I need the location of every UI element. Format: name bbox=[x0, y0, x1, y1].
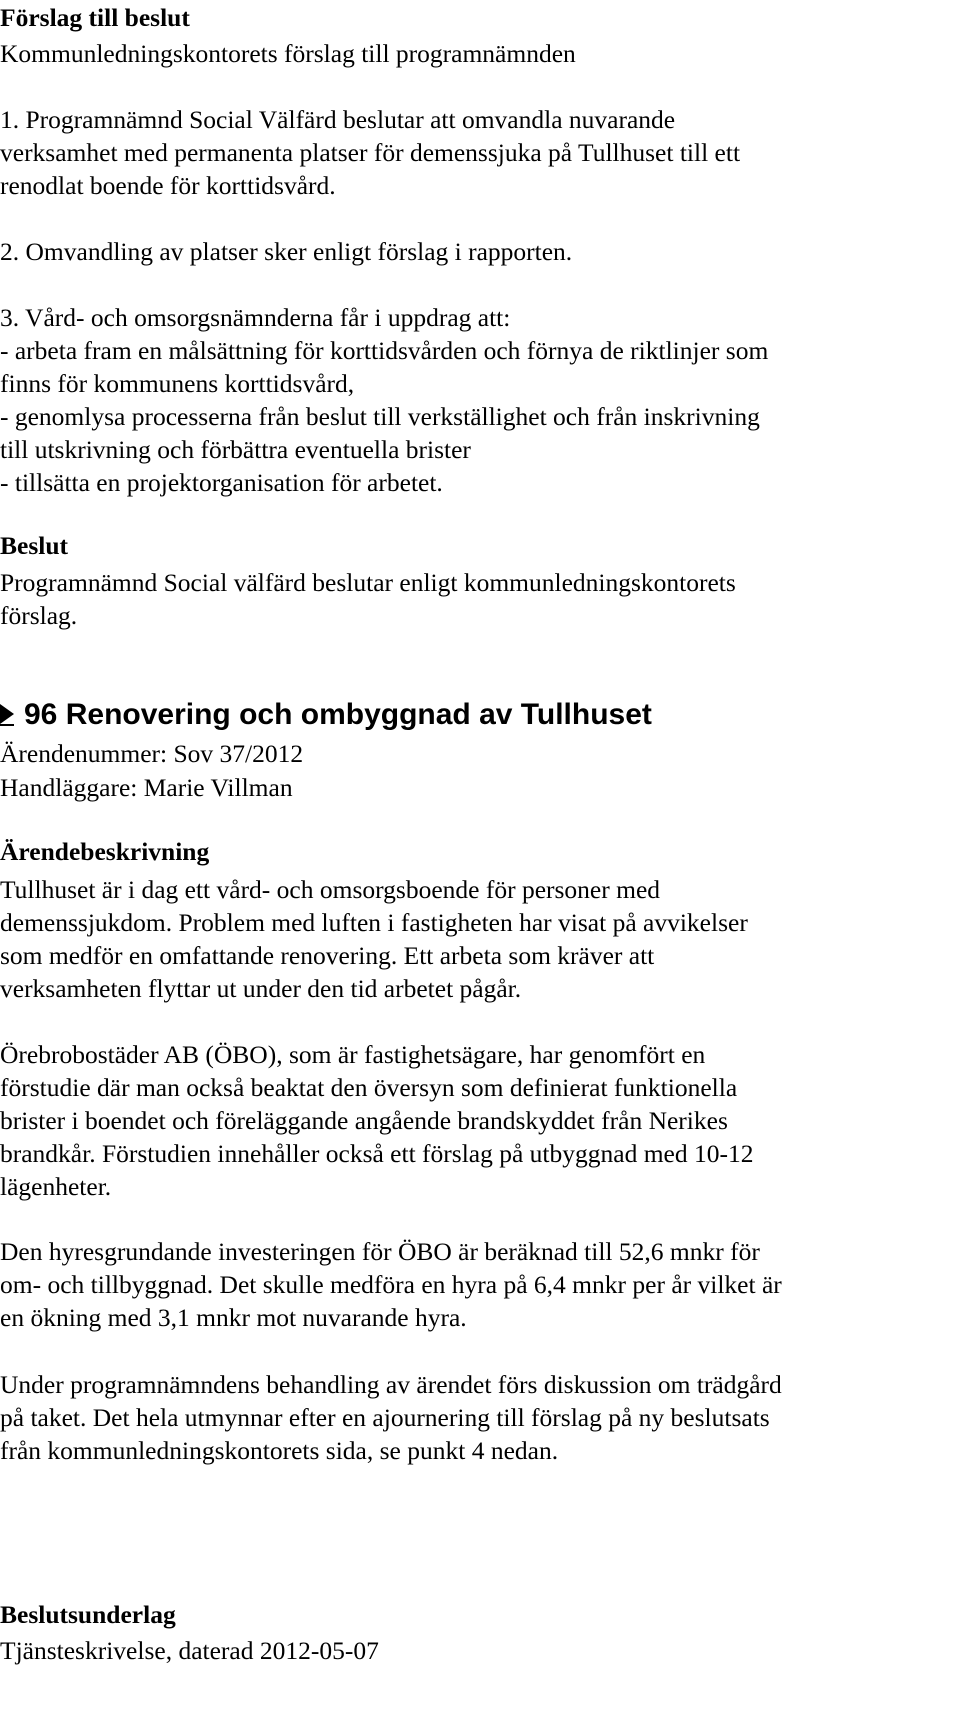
decision-line: förslag. bbox=[0, 601, 78, 630]
proposal-subheading: Kommunledningskontorets förslag till programnämnden bbox=[0, 39, 576, 68]
proposal-item-3-line: - genomlysa processerna från beslut till verkställighet och från inskrivning bbox=[0, 402, 760, 431]
paragraph-line: förstudie där man också beaktat den översyn som definierat funktionella bbox=[0, 1073, 738, 1102]
paragraph-line: på taket. Det hela utmynnar efter en ajournering till förslag på ny beslutsats bbox=[0, 1403, 770, 1432]
paragraph-line: från kommunledningskontorets sida, se punkt 4 nedan. bbox=[0, 1436, 559, 1465]
description-paragraph-3 bbox=[0, 1235, 782, 1334]
paragraph-line: brandkår. Förstudien innehåller också ett förslag på utbyggnad med 10-12 bbox=[0, 1139, 754, 1168]
decision-heading: Beslut bbox=[0, 531, 69, 560]
proposal-item-1-line: renodlat boende för korttidsvård. bbox=[0, 171, 336, 200]
paragraph-line: Örebrobostäder AB (ÖBO), som är fastighetsägare, har genomfört en bbox=[0, 1040, 706, 1069]
proposal-item-3-line: till utskrivning och förbättra eventuella brister bbox=[0, 435, 471, 464]
proposal-item-3-line: 3. Vård- och omsorgsnämnderna får i uppdrag att: bbox=[0, 303, 511, 332]
paragraph-line: en ökning med 3,1 mnkr mot nuvarande hyra. bbox=[0, 1303, 467, 1332]
description-paragraph-1 bbox=[0, 873, 748, 1005]
proposal-item-3-line: - tillsätta en projektorganisation för arbetet. bbox=[0, 468, 443, 497]
proposal-item-1-line: verksamhet med permanenta platser för demenssjuka på Tullhuset till ett bbox=[0, 138, 741, 167]
paragraph-line: lägenheter. bbox=[0, 1172, 112, 1201]
proposal-heading: Förslag till beslut bbox=[0, 3, 190, 32]
description-heading: Ärendebeskrivning bbox=[0, 837, 210, 866]
paragraph-line: Under programnämndens behandling av ärendet förs diskussion om trädgård bbox=[0, 1370, 782, 1399]
case-handler: Handläggare: Marie Villman bbox=[0, 773, 293, 802]
paragraph-line: brister i boendet och föreläggande angående brandskyddet från Nerikes bbox=[0, 1106, 728, 1135]
arrow-right-icon bbox=[0, 702, 14, 726]
decision-line: Programnämnd Social välfärd beslutar enligt kommunledningskontorets bbox=[0, 568, 736, 597]
proposal-item-3 bbox=[0, 301, 768, 499]
proposal-item-1-line: 1. Programnämnd Social Välfärd beslutar att omvandla nuvarande bbox=[0, 105, 676, 134]
paragraph-line: demenssjukdom. Problem med luften i fastigheten har visat på avvikelser bbox=[0, 908, 748, 937]
paragraph-line: som medför en omfattande renovering. Ett arbeta som kräver att bbox=[0, 941, 655, 970]
description-paragraph-2 bbox=[0, 1038, 753, 1203]
proposal-item-2: 2. Omvandling av platser sker enligt förslag i rapporten. bbox=[0, 237, 573, 266]
proposal-item-3-line: finns för kommunens korttidsvård, bbox=[0, 369, 355, 398]
decision-text bbox=[0, 566, 736, 632]
proposal-item-3-line: - arbeta fram en målsättning för korttidsvården och förnya de riktlinjer som bbox=[0, 336, 769, 365]
paragraph-line: verksamheten flyttar ut under den tid arbetet pågår. bbox=[0, 974, 522, 1003]
basis-line: Tjänsteskrivelse, daterad 2012-05-07 bbox=[0, 1636, 379, 1665]
paragraph-line: Tullhuset är i dag ett vård- och omsorgsboende för personer med bbox=[0, 875, 661, 904]
paragraph-line: Den hyresgrundande investeringen för ÖBO är beräknad till 52,6 mnkr för bbox=[0, 1237, 760, 1266]
item-96-heading bbox=[0, 698, 652, 732]
proposal-item-1 bbox=[0, 103, 740, 202]
item-number: 96 bbox=[24, 698, 58, 731]
description-paragraph-4 bbox=[0, 1368, 782, 1467]
basis-heading: Beslutsunderlag bbox=[0, 1600, 176, 1629]
case-number: Ärendenummer: Sov 37/2012 bbox=[0, 739, 304, 768]
paragraph-line: om- och tillbyggnad. Det skulle medföra en hyra på 6,4 mnkr per år vilket är bbox=[0, 1270, 782, 1299]
item-title: Renovering och ombyggnad av Tullhuset bbox=[65, 698, 652, 731]
